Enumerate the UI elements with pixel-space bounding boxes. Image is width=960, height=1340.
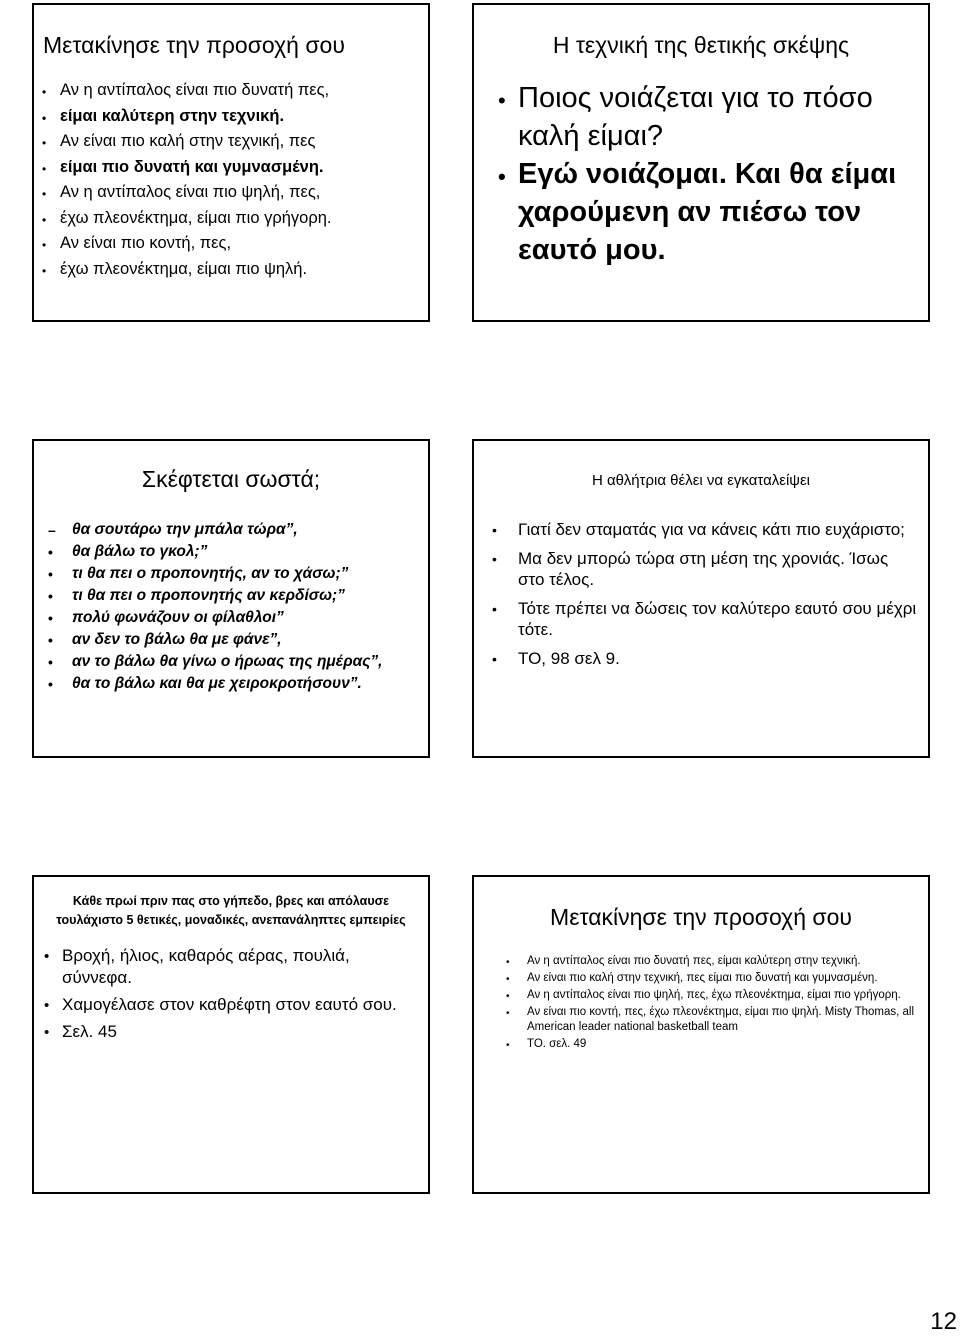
bullet-list	[34, 81, 428, 279]
slide-thinking-right	[32, 439, 430, 758]
bullet-icon: •	[48, 566, 53, 582]
list-item: • Αν είναι πιο κοντή, πες,	[42, 234, 422, 253]
list-item: • Αν είναι πιο καλή στην τεχνική, πες είμαι πιο δυνατή και γυμνασμένη.	[506, 972, 878, 985]
slide-positive-thinking	[472, 3, 930, 322]
list-item: • Μα δεν μπορώ τώρα στη μέση της χρονιάς. Ίσως στο τέλος.	[492, 549, 889, 589]
bullet-icon: •	[48, 588, 53, 604]
dash-icon: –	[48, 522, 56, 538]
bullet-icon: •	[44, 1024, 50, 1041]
slide-shift-focus-detailed	[472, 875, 930, 1194]
bullet-list	[34, 945, 428, 1043]
bullet-list	[474, 954, 928, 1052]
bullet-icon: •	[42, 85, 47, 99]
bullet-icon: •	[492, 651, 497, 667]
list-item: • Γιατί δεν σταματάς για να κάνεις κάτι πιο ευχάριστο;	[492, 520, 905, 539]
bullet-icon: •	[48, 632, 53, 648]
list-item: • Αν η αντίπαλος είναι πιο δυνατή πες,	[42, 81, 422, 100]
list-item: • θα το βάλω και θα με χειροκροτήσουν”.	[48, 673, 420, 695]
list-item: • Βροχή, ήλιος, καθαρός αέρας, πουλιά, σύννεφα.	[44, 946, 350, 987]
bullet-icon: •	[506, 974, 510, 985]
list-item: • Τότε πρέπει να δώσεις τον καλύτερο εαυτό σου μέχρι τότε.	[492, 599, 917, 639]
bullet-icon: •	[48, 654, 53, 670]
slide-athlete-quit	[472, 439, 930, 758]
list-item: • αν το βάλω θα γίνω ο ήρωας της ημέρας”,	[48, 651, 420, 673]
bullet-icon: •	[42, 263, 47, 278]
list-item: • Ποιος νοιάζεται για το πόσο καλή είμαι?	[498, 82, 873, 152]
list-item: • Αν η αντίπαλος είναι πιο δυνατή πες, είμαι καλύτερη στην τεχνική.	[506, 955, 861, 968]
slide-title: Μετακίνησε την προσοχή σου	[43, 32, 345, 58]
list-item: • ΤΟ. σελ. 49	[506, 1038, 587, 1051]
bullet-list	[34, 519, 428, 695]
list-item: • είμαι πιο δυνατή και γυμνασμένη.	[42, 158, 422, 177]
bullet-list	[474, 79, 928, 269]
bullet-icon: •	[42, 161, 47, 176]
bullet-list	[474, 519, 928, 669]
bullet-icon: •	[498, 164, 506, 189]
slide-shift-focus	[32, 3, 430, 322]
page-number: 12	[930, 1308, 957, 1335]
list-item: • είμαι καλύτερη στην τεχνική.	[42, 107, 422, 126]
slide-title: Σκέφτεται σωστά;	[141, 466, 321, 492]
list-item: – θα σουτάρω την μπάλα τώρα”,	[48, 519, 420, 541]
bullet-icon: •	[42, 238, 47, 252]
bullet-icon: •	[498, 88, 506, 113]
list-item: • τι θα πει ο προπονητής αν κερδίσω;”	[48, 585, 420, 607]
list-item: • αν δεν το βάλω θα με φάνε”,	[48, 629, 420, 651]
list-item: • Χαμογέλασε στον καθρέφτη στον εαυτό σου.	[44, 994, 418, 1016]
bullet-icon: •	[506, 991, 510, 1002]
list-item: • Εγώ νοιάζομαι. Και θα είμαι χαρούμενη αν πιέσω τον εαυτό μου.	[498, 158, 897, 266]
list-item: • Αν η αντίπαλος είναι πιο ψηλή, πες,	[42, 183, 422, 202]
list-item: • έχω πλεονέκτημα, είμαι πιο ψηλή.	[42, 260, 422, 279]
slide-title: Κάθε πρωί πριν πας στο γήπεδο, βρες και απόλαυσε τουλάχιστο 5 θετικές, μοναδικές, ανεπανάληπτες εμπειρίες	[56, 894, 406, 927]
list-item: • έχω πλεονέκτημα, είμαι πιο γρήγορη.	[42, 209, 422, 228]
list-item: • Αν είναι πιο καλή στην τεχνική, πες	[42, 132, 422, 151]
list-item: • πολύ φωνάζουν οι φίλαθλοι”	[48, 607, 420, 629]
bullet-icon: •	[42, 136, 47, 150]
bullet-icon: •	[44, 997, 50, 1014]
bullet-icon: •	[492, 601, 497, 617]
bullet-icon: •	[42, 110, 47, 125]
slide-title: Η τεχνική της θετικής σκέψης	[552, 32, 850, 58]
list-item: • τι θα πει ο προπονητής, αν το χάσω;”	[48, 563, 420, 585]
bullet-icon: •	[42, 187, 47, 201]
list-item: • Σελ. 45	[44, 1021, 418, 1043]
bullet-icon: •	[44, 948, 50, 965]
bullet-icon: •	[48, 610, 53, 626]
list-item: • θα βάλω το γκολ;”	[48, 541, 420, 563]
bullet-icon: •	[492, 522, 497, 538]
slide-title: Μετακίνησε την προσοχή σου	[550, 904, 852, 930]
bullet-icon: •	[506, 1008, 510, 1019]
bullet-icon: •	[42, 212, 47, 227]
bullet-icon: •	[492, 551, 497, 567]
list-item: • Αν η αντίπαλος είναι πιο ψηλή, πες, έχω πλεονέκτημα, είμαι πιο γρήγορη.	[506, 989, 901, 1002]
slide-title: Η αθλήτρια θέλει να εγκαταλείψει	[591, 472, 811, 489]
bullet-icon: •	[48, 544, 53, 560]
bullet-icon: •	[506, 1040, 510, 1051]
slide-morning-routine	[32, 875, 430, 1194]
list-item: • ΤΟ, 98 σελ 9.	[492, 649, 620, 668]
bullet-icon: •	[48, 676, 53, 692]
list-item: • Αν είναι πιο κοντή, πες, έχω πλεονέκτημα, είμαι πιο ψηλή. Misty Thomas, all American leader national basketball team	[506, 1006, 915, 1033]
bullet-icon: •	[506, 957, 510, 968]
